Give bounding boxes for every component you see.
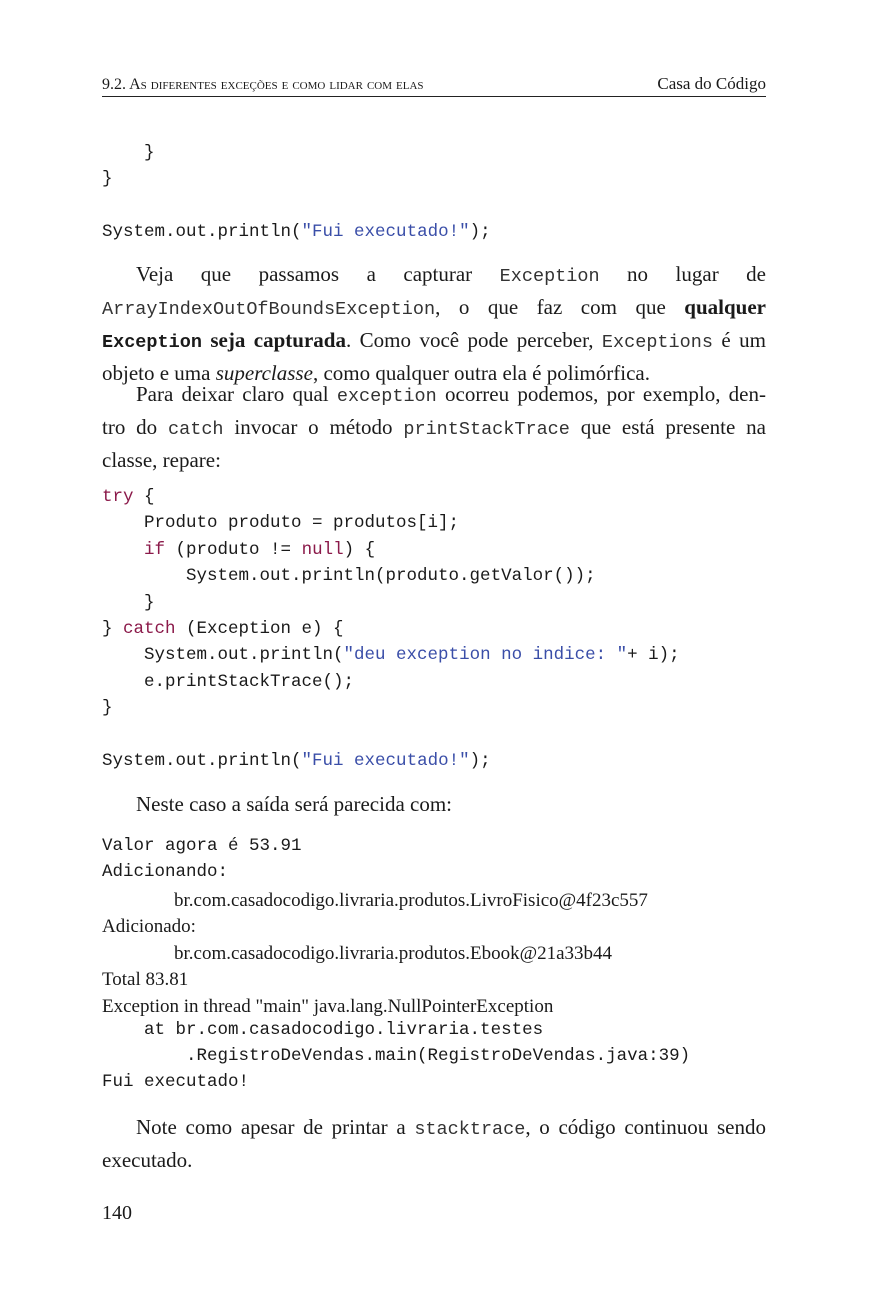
output-line: br.com.casadocodigo.livraria.produtos.Ebook@21a33b44 — [174, 943, 613, 964]
code-text: + i); — [627, 645, 680, 666]
inline-code: catch — [168, 419, 224, 440]
code-line: } — [102, 169, 113, 190]
code-text: { — [133, 487, 155, 507]
code-line: Produto produto = produtos[i]; — [102, 513, 460, 534]
code-text: ); — [469, 222, 491, 243]
code-text: (Exception e) { — [175, 619, 344, 640]
keyword: try — [102, 487, 134, 507]
code-line: } — [102, 698, 113, 719]
text: é um objeto e uma — [102, 328, 766, 385]
text: Note como apesar de printar a — [136, 1115, 415, 1139]
output-line: at br.com.casadocodigo.livraria.testes — [102, 1020, 544, 1040]
inline-code: ArrayIndexOutOfBoundsException — [102, 299, 436, 320]
code-line — [102, 487, 155, 507]
inline-code: Exception — [102, 332, 202, 353]
emphasis: superclasse — [215, 361, 313, 385]
code-block-2 — [102, 484, 680, 774]
output-line: Exception in thread "main" java.lang.NullPointerException — [102, 996, 554, 1017]
paragraph-4 — [102, 1112, 766, 1175]
code-line: System.out.println(produto.getValor()); — [102, 566, 596, 587]
text: , o que faz com que — [435, 295, 685, 319]
code-line — [102, 222, 491, 242]
code-line — [102, 619, 344, 639]
text: que está presente na — [569, 415, 766, 439]
output-line: Adicionado: — [102, 916, 196, 937]
code-text: System.out.println( — [102, 222, 302, 243]
output-line: Total 83.81 — [102, 969, 189, 990]
text: Para deixar claro qual — [136, 382, 337, 406]
code-text: System.out.println( — [102, 751, 302, 772]
page-number: 140 — [102, 1202, 132, 1224]
paragraph-1 — [102, 259, 766, 388]
code-line — [102, 645, 680, 665]
code-line: e.printStackTrace(); — [102, 671, 355, 692]
paragraph-2 — [102, 379, 766, 475]
section-title: 9.2. As diferentes exceções e como lidar com elas — [102, 76, 424, 93]
code-line: } — [102, 592, 155, 613]
code-string: "deu exception no indice: " — [343, 645, 628, 666]
output-line: Adicionando: — [102, 862, 229, 882]
text: , como qualquer outra ela é polimórfica. — [312, 361, 650, 385]
code-text — [102, 540, 144, 560]
output-line: Fui executado! — [102, 1072, 250, 1092]
text: executado. — [102, 1148, 193, 1172]
inline-code: Exception — [499, 266, 600, 287]
output-line: Valor agora é 53.91 — [102, 836, 302, 856]
inline-code: printStackTrace — [403, 419, 570, 440]
keyword: catch — [123, 619, 176, 640]
keyword: if — [144, 539, 166, 560]
paragraph-3 — [102, 789, 766, 819]
text: Neste caso a saída será parecida com: — [136, 792, 453, 816]
text: Veja que passamos a capturar — [136, 262, 500, 286]
inline-code: Exceptions — [601, 332, 713, 353]
book-title: Casa do Código — [657, 74, 766, 93]
output-line: .RegistroDeVendas.main(RegistroDeVendas.java:39) — [102, 1046, 691, 1066]
inline-code: stacktrace — [414, 1119, 526, 1140]
code-block-1 — [102, 140, 491, 246]
text: qualquer — [684, 295, 766, 319]
text: ocorreu podemos, por exemplo, den- — [436, 382, 766, 406]
code-line — [102, 751, 491, 771]
keyword: null — [301, 539, 344, 560]
code-text: ); — [469, 751, 491, 772]
code-text: ) { — [343, 539, 376, 560]
code-string: "Fui executado!" — [301, 751, 470, 772]
code-string: "Fui executado!" — [301, 222, 470, 243]
code-text: System.out.println( — [102, 645, 344, 666]
text: seja capturada — [201, 328, 346, 352]
output-line: br.com.casadocodigo.livraria.produtos.LivroFisico@4f23c557 — [174, 890, 648, 911]
code-line: } — [102, 143, 155, 163]
running-header — [102, 74, 766, 97]
code-text: } — [102, 619, 124, 640]
code-text: (produto != — [165, 539, 302, 560]
text: . Como você pode perceber, — [345, 328, 602, 352]
text: invocar o método — [223, 415, 404, 439]
inline-code: exception — [336, 386, 437, 407]
text: no lugar de — [599, 262, 766, 286]
text: classe, repare: — [102, 448, 221, 472]
text: , o código continuou sendo — [525, 1115, 766, 1139]
code-line — [102, 540, 375, 560]
text: tro do — [102, 415, 169, 439]
